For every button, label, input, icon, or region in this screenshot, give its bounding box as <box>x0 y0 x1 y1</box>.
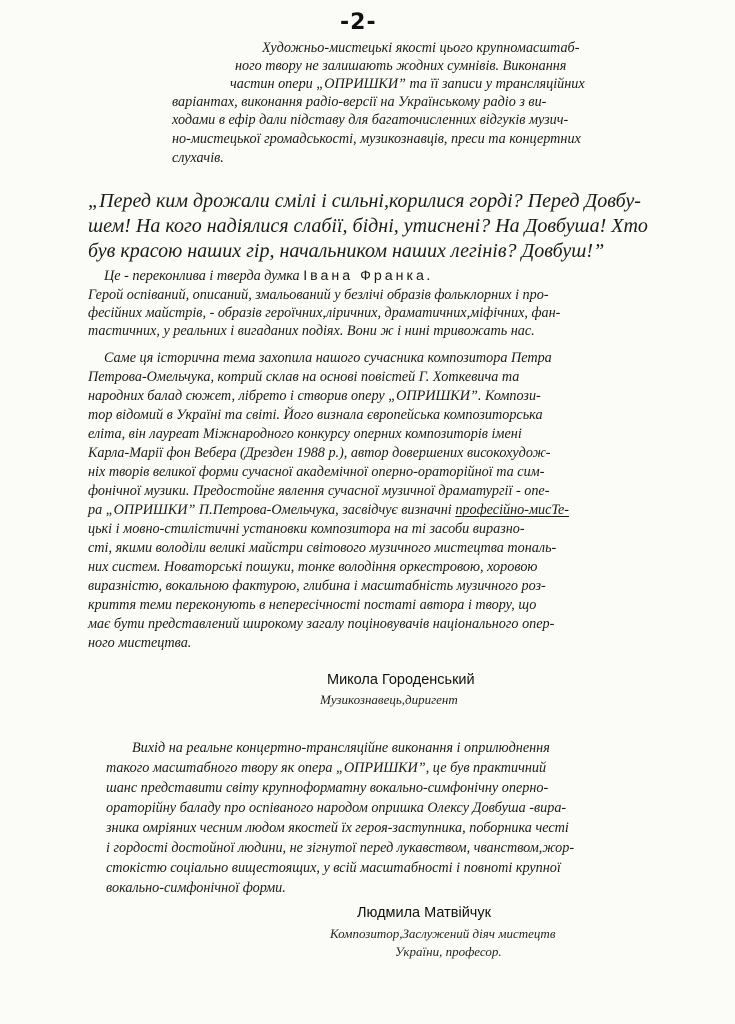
closing-line: вокально-симфонічної форми. <box>106 880 286 896</box>
main-line: виразністю, вокальною фактурою, глибина і масштабність музичного роз- <box>88 578 546 594</box>
intro-line: ходами в ефір дали підставу для багаточисленних відгуків музич- <box>172 112 569 128</box>
closing-line: зника омріяних чесним людом якостей їх героя-заступника, поборника честі <box>106 820 569 836</box>
quote-line: був красою наших гір, начальником наших легінів? Довбуш!” <box>88 240 605 262</box>
main-line <box>88 502 569 518</box>
signature-name: Людмила Матвійчук <box>357 905 491 921</box>
closing-line: такого масштабного твору як опера „ОПРИШКИ”, це був практичний <box>106 760 547 776</box>
hero-line: фесійних майстрів, - образів героїчних,ліричних, драматичних,міфічних, фан- <box>88 305 561 321</box>
main-line: Петрова-Омельчука, котрий склав на основі повістей Г. Хоткевича та <box>88 369 520 385</box>
page-number: -2- <box>340 10 377 35</box>
signature-role: Композитор,Заслужений діяч мистецтв <box>330 926 556 941</box>
main-line: фонічної музики. Предостойне явлення сучасної музичної драматургії - опе- <box>88 483 550 499</box>
franko-attribution <box>104 268 430 284</box>
closing-line: стокістю соціально вищестоящих, у всій масштабності і повноті крупної <box>106 860 561 876</box>
hero-line: тастичних, у реальних і вигаданих подіях. Вони ж і нині тривожать нас. <box>88 323 535 339</box>
closing-line: ораторійну баладу про оспіваного народом опришка Олексу Довбуша -вира- <box>106 800 567 816</box>
main-line: них систем. Новаторські пошуки, тонке володіння оркестровою, хоровою <box>88 559 538 575</box>
main-line: ніх творів великої форми сучасної академічної оперно-ораторійної та сим- <box>88 464 545 480</box>
main-line: еліта, він лауреат Міжнародного конкурсу оперних композиторів імені <box>88 426 522 442</box>
intro-line: Художньо-мистецькі якості цього крупномасштаб- <box>262 40 580 56</box>
closing-line: Вихід на реальне концертно-трансляційне виконання і оприлюднення <box>132 740 550 756</box>
signature-role: Музикознавець,диригент <box>320 692 458 707</box>
hero-line: Герой оспіваний, описаний, змальований у безлічі образів фольклорних і про- <box>88 287 549 303</box>
signature-role: України, професор. <box>395 944 502 959</box>
main-line: тор відомий в Україні та світі. Його визнала європейська композиторська <box>88 407 543 423</box>
intro-line: варіантах, виконання радіо-версії на Українському радіо з ви- <box>172 94 547 110</box>
quote-line: шем! На кого надіялися слабії, бідні, утиснені? На Довбуша! Хто <box>88 215 648 237</box>
main-line: ного мистецтва. <box>88 635 192 651</box>
main-line: Карла-Марії фон Вебера (Дрезден 1988 р.), автор довершених високохудож- <box>88 445 551 461</box>
quote-line: „Перед ким дрожали смілі і сильні,корилися горді? Перед Довбу- <box>88 190 641 212</box>
main-line: має бути представлений широкому загалу поціновувачів національного опер- <box>88 616 555 632</box>
main-line: сті, якими володіли великі майстри світового музичного мистецтва тональ- <box>88 540 557 556</box>
franko-name: Івана Франка <box>303 268 427 284</box>
main-line: криття теми переконують в непересічності постаті автора і твору, що <box>88 597 537 613</box>
main-line: цькі і мовно-стилістичні установки композитора на ті засоби виразно- <box>88 521 525 537</box>
signature-name: Микола Городенський <box>327 672 475 688</box>
intro-line: частин опери „ОПРИШКИ” та її записи у трансляційних <box>230 76 585 92</box>
intro-line: ного твору не залишають жодних сумнівів. Виконання <box>235 58 567 74</box>
intro-line: слухачів. <box>172 150 224 166</box>
main-line: Саме ця історична тема захопила нашого сучасника композитора Петра <box>104 350 552 366</box>
franko-suffix: . <box>426 268 431 284</box>
closing-line: і гордості достойної людини, не зігнутої перед лукавством, чванством,жор- <box>106 840 575 856</box>
main-line-text: ра „ОПРИШКИ” П.Петрова-Омельчука, засвідчує визначні <box>88 502 456 518</box>
franko-prefix: Це - переконлива і тверда думка <box>104 268 304 284</box>
intro-line: но-мистецької громадськості, музикознавців, преси та концертних <box>172 131 581 147</box>
closing-line: шанс представити світу крупноформатну вокально-симфонічну оперно- <box>106 780 549 796</box>
main-line: народних балад сюжет, лібрето і створив оперу „ОПРИШКИ”. Компози- <box>88 388 541 404</box>
underlined-phrase: професійно-мисTe- <box>455 502 570 518</box>
